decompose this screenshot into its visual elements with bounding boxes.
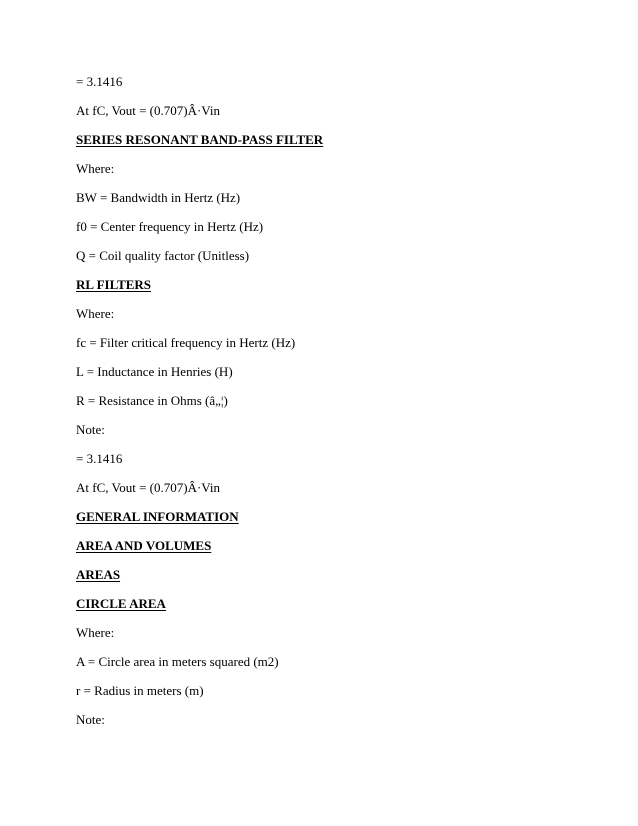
inductance-definition: L = Inductance in Henries (H) xyxy=(76,364,233,379)
series-resonant-band-pass-filter-heading: SERIES RESONANT BAND-PASS FILTER xyxy=(76,132,324,147)
area-and-volumes-heading: AREA AND VOLUMES xyxy=(76,538,212,553)
where-label: Where: xyxy=(76,306,115,321)
cutoff-voltage-line: At fC, Vout = (0.707)Â·Vin xyxy=(76,103,221,118)
radius-definition: r = Radius in meters (m) xyxy=(76,683,204,698)
cutoff-voltage-line: At fC, Vout = (0.707)Â·Vin xyxy=(76,480,221,495)
general-information-heading: GENERAL INFORMATION xyxy=(76,509,239,524)
center-frequency-definition: f0 = Center frequency in Hertz (Hz) xyxy=(76,219,264,234)
note-label: Note: xyxy=(76,422,105,437)
critical-frequency-definition: fc = Filter critical frequency in Hertz (Hz) xyxy=(76,335,296,350)
circle-area-heading: CIRCLE AREA xyxy=(76,596,166,611)
bandwidth-definition: BW = Bandwidth in Hertz (Hz) xyxy=(76,190,241,205)
circle-area-definition: A = Circle area in meters squared (m2) xyxy=(76,654,279,669)
note-label: Note: xyxy=(76,712,105,727)
quality-factor-definition: Q = Coil quality factor (Unitless) xyxy=(76,248,250,263)
rl-filters-heading: RL FILTERS xyxy=(76,277,152,292)
where-label: Where: xyxy=(76,161,115,176)
where-label: Where: xyxy=(76,625,115,640)
pi-value-line: = 3.1416 xyxy=(76,74,123,89)
resistance-definition: R = Resistance in Ohms (â„¦) xyxy=(76,393,228,408)
pi-value-line: = 3.1416 xyxy=(76,451,123,466)
areas-heading: AREAS xyxy=(76,567,121,582)
